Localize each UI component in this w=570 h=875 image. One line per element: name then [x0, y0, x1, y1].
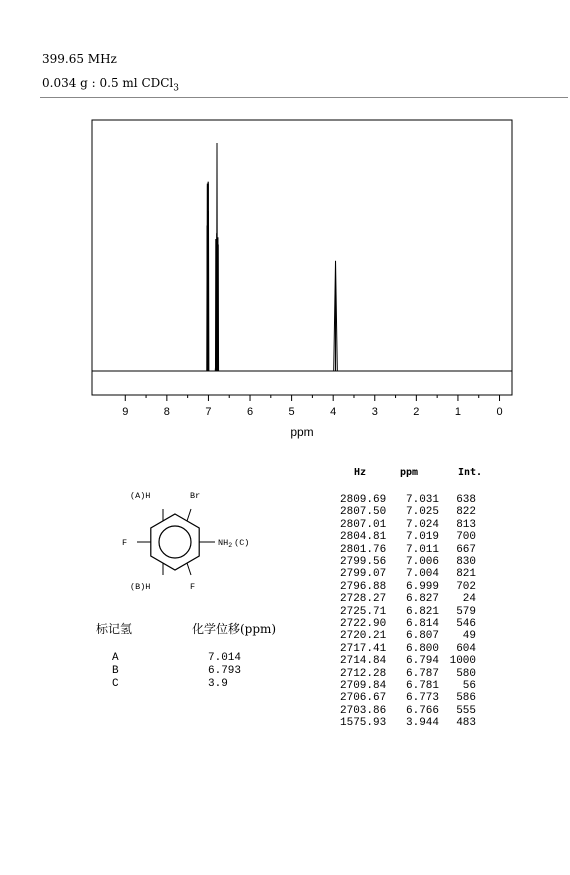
peak-hz: 1575.93	[340, 717, 387, 730]
x-axis-label: ppm	[290, 425, 314, 439]
peak-int: 580	[456, 667, 476, 680]
x-axis	[122, 395, 502, 418]
peak-hz: 2807.50	[340, 506, 387, 519]
peak-ppm: 7.004	[406, 568, 440, 581]
peak-hz: 2714.84	[340, 655, 387, 668]
x-tick-label: 9	[122, 406, 129, 418]
peak-ppm: 7.024	[406, 518, 440, 531]
spectrum-line	[92, 143, 512, 371]
peak-hz: 2804.81	[340, 531, 387, 544]
peak-int: 1000	[449, 655, 476, 668]
peak-int: 555	[456, 704, 476, 717]
peak-ppm: 6.800	[406, 642, 440, 655]
sample-info-subscript: 3	[173, 83, 180, 94]
assignment-shift: 7.014	[208, 652, 242, 664]
peak-int: 821	[456, 568, 476, 581]
assignment-label: A	[112, 652, 119, 664]
peak-int: 813	[456, 518, 476, 531]
peak-ppm: 6.773	[406, 692, 440, 705]
label-nh2	[218, 538, 249, 549]
peak-ppm: 7.006	[406, 556, 440, 568]
x-tick-label: 2	[413, 406, 420, 418]
label-br: Br	[190, 491, 201, 501]
peak-int: 700	[456, 531, 476, 544]
peak-ppm: 7.031	[406, 494, 440, 506]
peak-ppm: 6.821	[406, 605, 440, 618]
assignment-shift: 6.793	[208, 665, 242, 677]
molecule-structure	[110, 485, 270, 595]
peak-hz: 2706.67	[340, 692, 387, 705]
assignment-header-label: 标记氢	[96, 622, 133, 636]
col-header-hz: Hz	[354, 467, 367, 478]
label-nh: NH	[218, 538, 229, 548]
peak-int: 638	[456, 494, 476, 506]
label-nh-sub: 2	[228, 542, 233, 549]
label-f-left: F	[122, 538, 128, 548]
peak-ppm: 6.807	[406, 630, 440, 643]
peak-int: 604	[456, 642, 476, 655]
assignment-shift: 3.9	[208, 678, 228, 690]
x-tick-label: 7	[205, 406, 212, 418]
x-tick-label: 4	[330, 406, 337, 418]
label-ha: (A)H	[130, 491, 151, 501]
peak-int: 483	[456, 717, 476, 730]
x-tick-label: 0	[496, 406, 503, 418]
peak-int: 586	[456, 692, 476, 705]
label-c: (C)	[234, 538, 250, 548]
label-hb: (B)H	[130, 582, 151, 592]
peak-hz: 2725.71	[340, 605, 387, 618]
assignment-header-shift: 化学位移(ppm)	[192, 622, 277, 636]
peak-ppm: 6.794	[406, 655, 440, 668]
benzene-ring	[151, 514, 199, 570]
peak-hz: 2809.69	[340, 494, 387, 506]
x-tick-label: 6	[246, 406, 254, 418]
peak-int: 24	[462, 593, 476, 606]
aromatic-circle	[159, 526, 191, 558]
x-tick-label: 8	[163, 406, 170, 418]
x-tick-label: 1	[454, 406, 462, 418]
peak-ppm: 6.781	[406, 680, 440, 692]
peak-ppm: 6.827	[406, 593, 440, 606]
assignment-label: C	[112, 678, 119, 690]
bond-br	[187, 509, 191, 521]
assignment-label: B	[112, 665, 119, 677]
peak-ppm: 6.787	[406, 667, 440, 680]
peak-hz: 2720.21	[340, 630, 387, 643]
peak-ppm: 7.011	[406, 543, 440, 556]
peak-hz: 2796.88	[340, 580, 387, 593]
peak-table	[340, 467, 500, 757]
peak-int: 702	[456, 580, 476, 593]
peak-hz: 2703.86	[340, 704, 387, 717]
peak-ppm: 6.999	[406, 580, 440, 593]
peak-hz: 2722.90	[340, 618, 387, 630]
peak-hz: 2799.07	[340, 568, 387, 581]
peak-int: 822	[456, 506, 476, 519]
col-header-int: Int.	[458, 467, 483, 478]
spectrometer-frequency: 399.65 MHz	[42, 52, 117, 66]
x-tick-label: 5	[288, 406, 295, 418]
sample-info-text: 0.034 g : 0.5 ml CDCl	[42, 76, 174, 90]
plot-frame	[92, 120, 512, 395]
peak-int: 49	[462, 630, 476, 643]
peak-hz: 2717.41	[340, 642, 387, 655]
peak-hz: 2807.01	[340, 518, 387, 531]
peak-ppm: 6.814	[406, 618, 440, 630]
col-header-ppm: ppm	[400, 467, 419, 478]
peak-int: 56	[462, 680, 476, 692]
peak-hz: 2712.28	[340, 667, 387, 680]
peak-hz: 2801.76	[340, 543, 387, 556]
peak-hz: 2709.84	[340, 680, 387, 692]
peak-int: 830	[456, 556, 476, 568]
peak-hz: 2728.27	[340, 593, 387, 606]
peak-ppm: 3.944	[406, 717, 440, 730]
x-tick-label: 3	[371, 406, 378, 418]
peak-int: 546	[456, 618, 476, 630]
peak-ppm: 7.025	[406, 506, 440, 519]
peak-int: 579	[456, 605, 476, 618]
peak-ppm: 7.019	[406, 531, 440, 544]
peak-hz: 2799.56	[340, 556, 387, 568]
peak-ppm: 6.766	[406, 704, 440, 717]
spectrum-trace	[92, 143, 512, 371]
peak-int: 667	[456, 543, 476, 556]
bond-f-bottom	[187, 563, 191, 575]
label-f-bottom: F	[190, 582, 196, 592]
